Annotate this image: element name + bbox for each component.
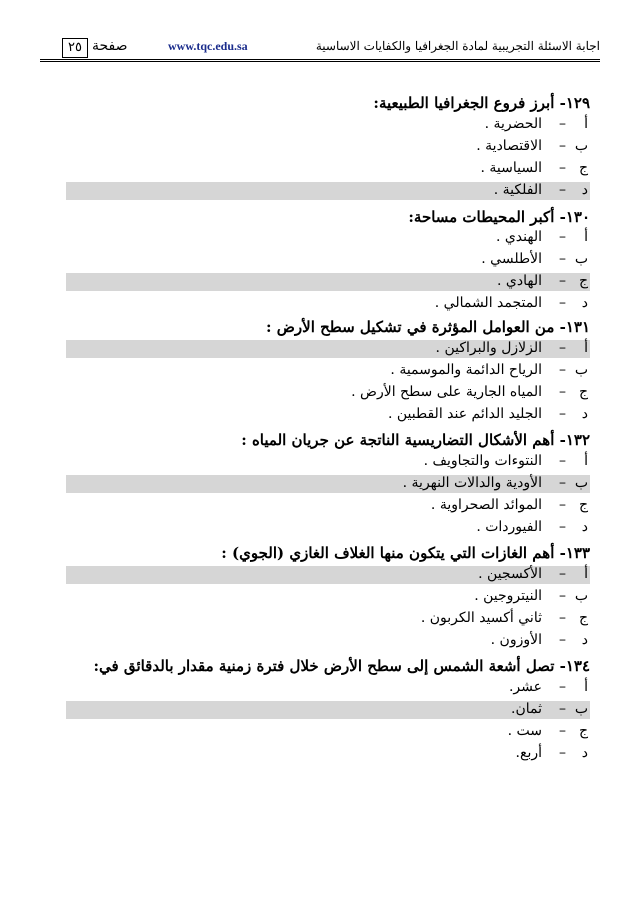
answer-option xyxy=(66,138,590,156)
option-text: الحضرية . xyxy=(484,116,542,132)
answer-option xyxy=(66,588,590,606)
answer-option xyxy=(66,160,590,178)
option-dash: – xyxy=(559,362,566,378)
correct-answer-option xyxy=(66,566,590,584)
option-text: ثاني أكسيد الكربون . xyxy=(420,610,542,626)
question-text: ١٢٩- أبرز فروع الجغرافيا الطبيعية: xyxy=(373,94,590,112)
option-dash: – xyxy=(559,679,566,695)
question-text: ١٣٤- تصل أشعة الشمس إلى سطح الأرض خلال فترة زمنية مقدار بالدقائق في: xyxy=(93,657,590,675)
option-text: أربع. xyxy=(515,745,542,761)
option-text: الفلكية . xyxy=(493,182,542,198)
option-letter: أ xyxy=(584,229,588,245)
option-text: الهادي . xyxy=(497,273,542,289)
option-text: الهندي . xyxy=(495,229,542,245)
option-text: النيتروجين . xyxy=(474,588,542,604)
question-text: ١٣٣- أهم الغازات التي يتكون منها الغلاف الغازي (الجوي) : xyxy=(221,544,590,562)
option-dash: – xyxy=(559,182,566,198)
answer-option xyxy=(66,519,590,537)
option-text: الأوزون . xyxy=(490,632,542,648)
option-letter: ج xyxy=(578,160,588,176)
option-text: الزلازل والبراكين . xyxy=(435,340,542,356)
option-dash: – xyxy=(559,475,566,491)
option-letter: ج xyxy=(578,610,588,626)
option-text: الفيوردات . xyxy=(476,519,542,535)
correct-answer-option xyxy=(66,182,590,200)
option-letter: ج xyxy=(578,273,588,289)
option-dash: – xyxy=(559,295,566,311)
answer-option xyxy=(66,610,590,628)
website-link[interactable]: www.tqc.edu.sa xyxy=(168,39,248,53)
option-text: المتجمد الشمالي . xyxy=(434,295,542,311)
option-dash: – xyxy=(559,340,566,356)
page-header xyxy=(40,36,600,62)
option-letter: د xyxy=(581,182,588,198)
question-text: ١٣٢- أهم الأشكال التضاريسية الناتجة عن جريان المياه : xyxy=(241,431,590,449)
option-letter: أ xyxy=(584,679,588,695)
option-letter: د xyxy=(581,632,588,648)
header-divider xyxy=(40,59,600,62)
answer-option xyxy=(66,362,590,380)
option-dash: – xyxy=(559,116,566,132)
document-title: اجابة الاسئلة التجريبية لمادة الجغرافيا والكفايات الاساسية xyxy=(315,39,600,53)
page-label: صفحة xyxy=(92,38,128,54)
answer-option xyxy=(66,745,590,763)
option-dash: – xyxy=(559,745,566,761)
option-dash: – xyxy=(559,519,566,535)
option-letter: أ xyxy=(584,453,588,469)
option-text: الجليد الدائم عند القطبين . xyxy=(387,406,542,422)
option-letter: ج xyxy=(578,384,588,400)
option-dash: – xyxy=(559,160,566,176)
option-dash: – xyxy=(559,566,566,582)
answer-option xyxy=(66,251,590,269)
option-dash: – xyxy=(559,701,566,717)
question-text: ١٣٠- أكبر المحيطات مساحة: xyxy=(408,208,590,226)
option-letter: أ xyxy=(584,566,588,582)
option-letter: ج xyxy=(578,497,588,513)
option-letter: د xyxy=(581,406,588,422)
option-dash: – xyxy=(559,632,566,648)
correct-answer-option xyxy=(66,340,590,358)
option-text: النتوءات والتجاويف . xyxy=(423,453,542,469)
option-letter: ب xyxy=(574,362,588,378)
answer-option xyxy=(66,229,590,247)
option-letter: ب xyxy=(574,138,588,154)
option-dash: – xyxy=(559,273,566,289)
answer-option xyxy=(66,679,590,697)
option-text: عشر. xyxy=(508,679,542,695)
option-text: المياه الجارية على سطح الأرض . xyxy=(351,384,542,400)
option-letter: د xyxy=(581,295,588,311)
answer-option xyxy=(66,116,590,134)
option-text: ست . xyxy=(507,723,542,739)
answer-option xyxy=(66,497,590,515)
option-dash: – xyxy=(559,610,566,626)
option-letter: أ xyxy=(584,116,588,132)
option-text: الرياح الدائمة والموسمية . xyxy=(390,362,542,378)
option-letter: د xyxy=(581,745,588,761)
option-letter: د xyxy=(581,519,588,535)
option-text: السياسية . xyxy=(480,160,542,176)
correct-answer-option xyxy=(66,273,590,291)
option-letter: ب xyxy=(574,251,588,267)
answer-option xyxy=(66,723,590,741)
answer-option xyxy=(66,406,590,424)
answer-option xyxy=(66,295,590,313)
option-dash: – xyxy=(559,723,566,739)
option-text: الأطلسي . xyxy=(481,251,542,267)
option-letter: ب xyxy=(574,475,588,491)
option-text: الأودية والدالات النهرية . xyxy=(402,475,542,491)
option-dash: – xyxy=(559,251,566,267)
option-dash: – xyxy=(559,453,566,469)
option-letter: أ xyxy=(584,340,588,356)
answer-option xyxy=(66,632,590,650)
question-text: ١٣١- من العوامل المؤثرة في تشكيل سطح الأرض : xyxy=(266,318,590,336)
option-text: الاقتصادية . xyxy=(476,138,542,154)
option-dash: – xyxy=(559,406,566,422)
option-dash: – xyxy=(559,138,566,154)
option-dash: – xyxy=(559,384,566,400)
option-letter: ب xyxy=(574,701,588,717)
correct-answer-option xyxy=(66,475,590,493)
correct-answer-option xyxy=(66,701,590,719)
option-dash: – xyxy=(559,229,566,245)
page-number: ٢٥ xyxy=(62,38,88,58)
answer-option xyxy=(66,384,590,402)
answer-option xyxy=(66,453,590,471)
option-text: الأكسجين . xyxy=(478,566,542,582)
option-text: ثمان. xyxy=(511,701,542,717)
option-dash: – xyxy=(559,588,566,604)
option-letter: ب xyxy=(574,588,588,604)
option-letter: ج xyxy=(578,723,588,739)
option-dash: – xyxy=(559,497,566,513)
option-text: الموائد الصحراوية . xyxy=(430,497,542,513)
